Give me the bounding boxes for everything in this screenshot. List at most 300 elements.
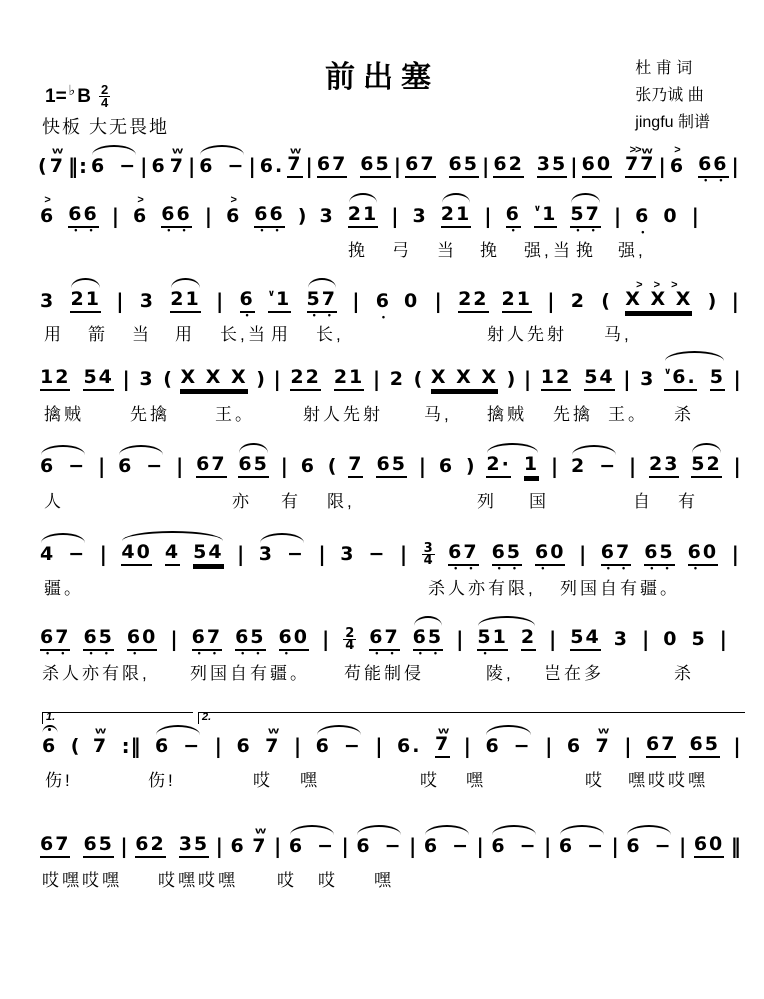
note-text: 3 xyxy=(258,543,275,565)
note-group xyxy=(600,540,719,573)
note-text: 62 xyxy=(135,832,165,858)
barline: | xyxy=(679,834,688,858)
note xyxy=(669,144,686,178)
note xyxy=(165,540,180,566)
barline: | xyxy=(731,542,740,566)
note-text: 1 xyxy=(524,452,539,478)
barline: | xyxy=(120,834,129,858)
slur-group xyxy=(40,454,86,478)
note-text: 67 xyxy=(646,732,676,758)
note-text: 6 xyxy=(315,735,331,757)
note-text: 6 xyxy=(438,455,455,477)
fermata xyxy=(42,725,57,735)
octave-dot: • xyxy=(256,648,260,658)
note xyxy=(587,834,605,858)
parenthesis: ( xyxy=(38,155,47,177)
mordent xyxy=(173,146,181,155)
note-text: 7 xyxy=(287,152,302,178)
barline: | xyxy=(545,734,554,758)
note-text: 65 xyxy=(449,152,479,178)
barline: | xyxy=(97,454,107,478)
slur-group xyxy=(70,287,100,313)
slur-group xyxy=(571,454,617,478)
note-text: 67 xyxy=(448,540,478,566)
lyric-syllable: 杀 xyxy=(674,405,694,424)
note-text: 54 xyxy=(83,365,113,391)
barline: | xyxy=(170,627,179,651)
octave-dots xyxy=(127,650,157,656)
note-group xyxy=(649,452,679,478)
volta-label: 1. xyxy=(46,711,56,723)
note xyxy=(301,454,316,478)
note xyxy=(236,734,251,758)
note-group xyxy=(169,144,185,178)
note xyxy=(180,365,247,391)
lyric-syllable: 当 xyxy=(437,241,457,260)
note-group xyxy=(40,625,158,658)
octave-dot: • xyxy=(541,563,545,573)
note-group xyxy=(369,625,400,658)
note-text: 35 xyxy=(179,832,209,858)
parenthesis: ( xyxy=(70,735,80,757)
note-text: 54 xyxy=(584,365,614,391)
note xyxy=(179,832,209,858)
note xyxy=(40,194,56,228)
slur-group xyxy=(356,834,402,858)
slur-group xyxy=(664,360,725,391)
note-text: 40 xyxy=(121,540,151,566)
note-text: 65 xyxy=(492,540,522,566)
barline: | xyxy=(122,367,131,391)
lyric-syllable: 哎 xyxy=(318,871,338,890)
note xyxy=(491,834,506,858)
note xyxy=(600,540,632,573)
lyric-syllable: 用 xyxy=(175,325,195,344)
barline: | xyxy=(399,542,409,566)
slur-group xyxy=(626,834,672,858)
barline: | xyxy=(293,734,303,758)
note xyxy=(40,454,55,478)
note-text: 0 xyxy=(663,628,679,650)
note-group xyxy=(42,734,57,758)
octave-dots xyxy=(448,565,478,571)
note-group xyxy=(375,289,420,322)
page-title: 前出塞 xyxy=(325,61,439,94)
note xyxy=(493,152,523,178)
slur-group xyxy=(155,734,201,758)
note-text: 3 xyxy=(139,368,155,390)
note-text: 6 xyxy=(506,202,521,228)
time-denominator: 4 xyxy=(423,553,433,568)
note-text: 23 xyxy=(649,452,679,478)
mordent xyxy=(438,726,446,735)
note-text: 7 xyxy=(49,155,65,177)
note-group xyxy=(196,452,226,478)
octave-dots xyxy=(68,227,98,233)
lyric-syllable: 伤! xyxy=(45,771,73,790)
note xyxy=(458,287,488,313)
barline: | xyxy=(409,834,418,858)
note-text: 65 xyxy=(689,732,719,758)
note-text: 0 xyxy=(663,205,679,227)
volta-label: 2. xyxy=(202,711,212,723)
note-text: 6 xyxy=(151,155,167,177)
lyrics-line-7 xyxy=(0,659,764,681)
note-text: 7 xyxy=(169,155,185,177)
octave-dot: • xyxy=(497,563,501,573)
repeat-end-barline: :‖ xyxy=(121,734,142,758)
note-group xyxy=(413,204,428,228)
note-text: 67 xyxy=(601,540,631,566)
note-text: 6 xyxy=(566,735,583,757)
lyric-syllable: 亦 xyxy=(232,492,252,511)
note xyxy=(663,627,678,651)
note-text: 60 xyxy=(582,152,612,178)
note xyxy=(231,834,246,858)
note xyxy=(228,154,246,178)
note-text: 6 xyxy=(356,835,372,857)
lyric-syllable: 马, xyxy=(604,325,632,344)
note-text: 6. xyxy=(397,735,422,757)
time-numerator: 3 xyxy=(423,541,433,556)
lyric-syllable: 嘿 xyxy=(300,771,320,790)
note xyxy=(226,194,242,228)
octave-dots xyxy=(601,565,631,571)
mordent xyxy=(256,826,264,835)
mordent-icon: w xyxy=(437,724,448,736)
note xyxy=(83,832,113,858)
slur-group xyxy=(485,734,531,758)
mordent-icon: w xyxy=(95,724,106,736)
note xyxy=(368,542,386,566)
lyric-syllable: 列国自有疆。 xyxy=(190,664,310,683)
octave-dot: • xyxy=(327,310,331,320)
lyric-syllable: 有 xyxy=(678,492,698,511)
octave-dots xyxy=(240,312,255,318)
lyric-syllable: 王。 xyxy=(215,405,255,424)
note xyxy=(140,289,155,313)
note-group xyxy=(625,279,693,313)
note-text: 6 xyxy=(90,155,107,177)
note-text: 77 xyxy=(625,152,655,178)
note-text: 6 xyxy=(423,835,440,857)
note xyxy=(40,625,71,658)
note-group xyxy=(236,734,251,758)
slur-group xyxy=(477,625,537,658)
note-group xyxy=(390,367,405,391)
mordent-icon: w xyxy=(172,144,183,156)
note xyxy=(570,625,600,651)
barline: | xyxy=(547,289,556,313)
parenthesis: ) xyxy=(506,368,516,390)
barline: | xyxy=(99,542,108,566)
note-group xyxy=(260,154,284,178)
note-text: 7 xyxy=(265,735,281,757)
parenthesis: ) xyxy=(465,455,475,477)
octave-dot: • xyxy=(381,312,385,322)
note-text: 67 xyxy=(40,625,70,651)
note-text: 3 xyxy=(340,543,356,565)
lyric-syllable: 长, xyxy=(316,325,344,344)
note-text: 21 xyxy=(348,202,378,228)
note xyxy=(649,452,679,478)
slur-group xyxy=(412,625,444,658)
note-group xyxy=(135,832,209,858)
octave-dot: • xyxy=(483,648,487,658)
score-line-1 xyxy=(38,144,740,185)
octave-dots xyxy=(235,650,265,656)
note xyxy=(118,454,133,478)
note-text: 4 xyxy=(165,540,180,566)
barline: | xyxy=(628,454,638,478)
lyric-syllable: 当 xyxy=(553,241,573,260)
note-text: 6 xyxy=(300,455,316,477)
key-prefix: 1= xyxy=(45,85,67,107)
parenthesis: ( xyxy=(601,290,610,312)
barline: | xyxy=(111,204,121,228)
octave-dot xyxy=(149,650,152,656)
barline: | xyxy=(214,734,223,758)
note-text: 21 xyxy=(441,202,471,228)
octave-dots xyxy=(161,227,191,233)
note xyxy=(199,154,214,178)
note-group xyxy=(635,204,679,237)
mordent-icon: w xyxy=(255,824,265,836)
note-group xyxy=(133,194,192,235)
note xyxy=(570,202,601,235)
note xyxy=(571,454,586,478)
note-text: X X X xyxy=(431,365,498,391)
tempo-marking: 快板 大无畏地 xyxy=(42,117,170,137)
note-text: 0 xyxy=(404,290,420,312)
mordent-icon: w xyxy=(641,144,652,156)
barline: | xyxy=(733,734,742,758)
note-group xyxy=(252,824,268,858)
barline: | xyxy=(570,154,579,178)
lyric-syllable: 用 xyxy=(271,325,291,344)
lyrics-line-6 xyxy=(0,574,764,596)
lyric-syllable: 杀人亦有限, xyxy=(42,664,150,683)
note-text: 67 xyxy=(192,625,222,651)
barline: | xyxy=(321,627,331,651)
note-text: − xyxy=(654,835,673,857)
lyric-syllable: 强, xyxy=(618,241,646,260)
note xyxy=(537,152,567,178)
lyric-syllable: 嘿哎哎嘿 xyxy=(628,771,708,790)
barline: | xyxy=(719,627,728,651)
slur-group xyxy=(118,454,164,478)
note-group xyxy=(301,454,316,478)
lyric-syllable: 限, xyxy=(327,492,355,511)
note-text: 60 xyxy=(127,625,157,651)
note xyxy=(289,834,304,858)
note-text: 65 xyxy=(238,452,268,478)
note-group xyxy=(431,365,498,391)
note-text: 6 xyxy=(230,835,246,857)
note-text: 66 xyxy=(254,202,284,228)
breath-mark-icon: ∨ xyxy=(267,289,276,299)
note xyxy=(169,144,185,178)
note xyxy=(485,734,500,758)
note-text: − xyxy=(227,155,246,177)
note xyxy=(694,832,724,858)
mordent xyxy=(53,146,61,155)
accent-mark: > xyxy=(230,194,237,206)
note xyxy=(317,834,335,858)
barline: | xyxy=(549,627,558,651)
note-text: 6 xyxy=(133,205,149,227)
note-text: 7 xyxy=(435,732,450,758)
barline: | xyxy=(237,542,246,566)
barline: | xyxy=(372,367,382,391)
note-text: 66 xyxy=(698,152,728,178)
octave-dots xyxy=(535,565,565,571)
octave-dot xyxy=(300,650,303,656)
note-text: 22 xyxy=(458,287,488,313)
note xyxy=(405,152,435,178)
note xyxy=(644,540,675,573)
note xyxy=(452,834,470,858)
octave-dot: • xyxy=(693,563,697,573)
note-text: 6 xyxy=(40,455,56,477)
octave-dot: • xyxy=(665,563,669,573)
note xyxy=(260,154,284,178)
note-group xyxy=(231,834,246,858)
note-group xyxy=(92,724,109,758)
note xyxy=(505,202,521,235)
octave-dot: • xyxy=(245,310,249,320)
note xyxy=(196,452,226,478)
note-text: − xyxy=(119,155,138,177)
parenthesis: ( xyxy=(413,368,423,390)
note-text: 67 xyxy=(405,152,435,178)
barline: | xyxy=(305,154,314,178)
note-group xyxy=(669,144,729,185)
note xyxy=(317,152,347,178)
note xyxy=(491,540,523,573)
mordent-icon: w xyxy=(52,144,63,156)
slur-group xyxy=(289,834,335,858)
score-line-3 xyxy=(40,279,740,322)
note-group xyxy=(458,287,532,313)
note-group xyxy=(646,732,720,758)
octave-dots xyxy=(279,650,309,656)
note-text: − xyxy=(368,543,387,565)
note-text: − xyxy=(68,543,87,565)
note xyxy=(155,734,170,758)
score-line-9 xyxy=(40,824,742,858)
octave-dot: • xyxy=(89,225,93,235)
barline: | xyxy=(613,204,623,228)
note xyxy=(334,365,364,391)
note xyxy=(348,452,363,478)
barline: | xyxy=(215,834,224,858)
score-line-5 xyxy=(40,452,742,478)
double-accent-mark: >> xyxy=(629,144,641,156)
note xyxy=(254,202,285,235)
note xyxy=(348,202,378,228)
barline: | xyxy=(658,154,667,178)
lyric-syllable: 自 xyxy=(633,492,653,511)
note xyxy=(40,365,70,391)
note-group xyxy=(348,452,407,478)
score-line-8 xyxy=(42,724,742,758)
note xyxy=(151,154,166,178)
parenthesis: ( xyxy=(327,455,337,477)
slur-group xyxy=(259,542,305,566)
barline: | xyxy=(476,834,485,858)
octave-dot: • xyxy=(197,648,201,658)
accent-mark: > xyxy=(674,144,681,156)
slur-group xyxy=(170,287,200,313)
lyric-syllable: 擒贼 xyxy=(487,405,527,424)
note xyxy=(655,834,673,858)
slur-group xyxy=(306,287,337,320)
note-group xyxy=(40,365,114,391)
note-text: 6 xyxy=(118,455,134,477)
note xyxy=(91,154,106,178)
note-text: − xyxy=(587,835,605,857)
note-text: 3 xyxy=(412,205,428,227)
note xyxy=(238,452,268,478)
barline: | xyxy=(393,154,403,178)
octave-dot: • xyxy=(133,648,137,658)
slur-group xyxy=(570,202,601,235)
note-group xyxy=(340,542,386,566)
barline: | xyxy=(204,204,214,228)
lyrics-line-5 xyxy=(0,487,764,509)
note-text: 6 xyxy=(288,835,305,857)
note xyxy=(534,197,558,228)
note-text: 3 xyxy=(640,368,656,390)
barline: | xyxy=(691,204,700,228)
note-text: − xyxy=(452,835,470,857)
lyric-syllable: 王。 xyxy=(608,405,648,424)
note-text: 67 xyxy=(317,152,347,178)
note xyxy=(265,724,281,758)
note xyxy=(235,625,266,658)
lyric-syllable: 哎嘿哎嘿 xyxy=(42,871,122,890)
octave-dot: • xyxy=(576,225,580,235)
meter-signature: $\frac{2}{4}$ xyxy=(101,82,109,110)
note-group xyxy=(151,154,166,178)
note xyxy=(376,452,406,478)
octave-dot: • xyxy=(312,310,316,320)
note-group xyxy=(180,365,247,391)
octave-dots xyxy=(635,229,650,235)
note-text: 6 xyxy=(226,205,242,227)
mordent xyxy=(269,726,277,735)
note xyxy=(397,734,421,758)
lyrics-line-3 xyxy=(0,320,764,342)
barline: | xyxy=(187,154,197,178)
barline: | xyxy=(550,454,560,478)
lyric-syllable: 先擒 xyxy=(553,405,593,424)
slur-group xyxy=(91,154,137,178)
octave-dot: • xyxy=(606,563,610,573)
note xyxy=(369,625,400,658)
note xyxy=(559,834,574,858)
lyrics-line-2 xyxy=(0,236,764,258)
note-text: − xyxy=(317,835,335,857)
note xyxy=(691,452,721,478)
note-text: 54 xyxy=(193,540,223,566)
note-text: 65 xyxy=(413,625,443,651)
note-group xyxy=(265,724,281,758)
note-text: 12 xyxy=(40,365,70,391)
slur-group xyxy=(238,452,268,478)
note-text: 3 xyxy=(319,205,335,227)
